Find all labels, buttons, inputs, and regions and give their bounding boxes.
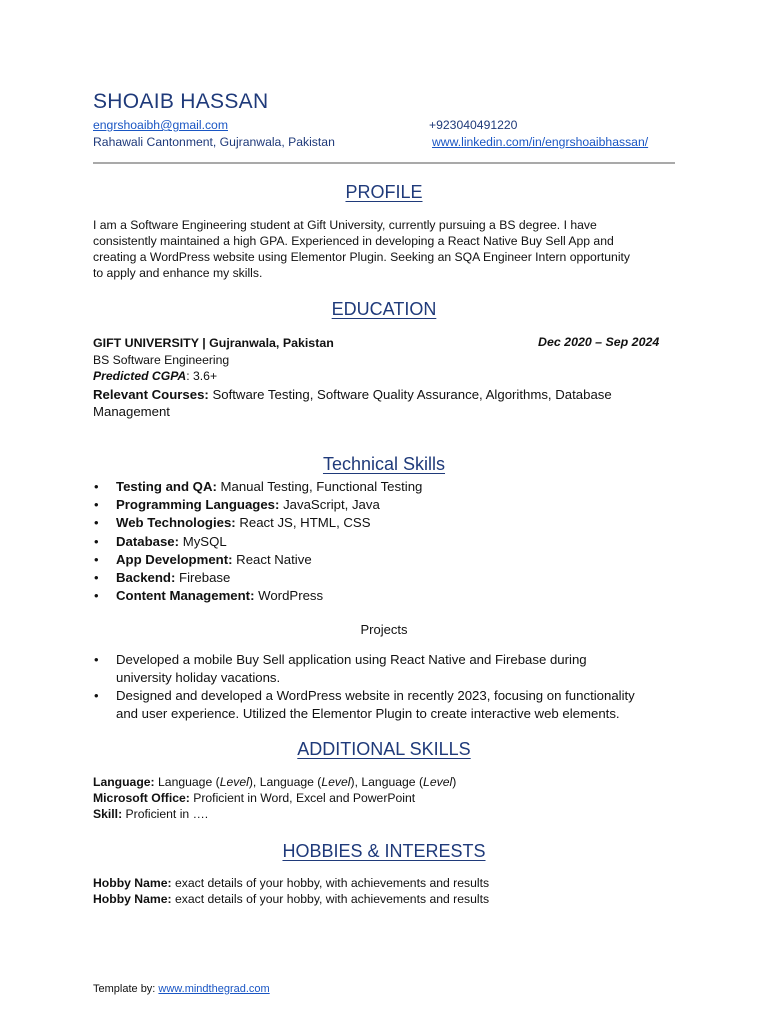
other-skill: Skill: Proficient in …. bbox=[93, 807, 209, 821]
additional-skills-heading: ADDITIONAL SKILLS bbox=[297, 739, 471, 759]
hobby-item: Hobby Name: exact details of your hobby, with achievements and results bbox=[93, 876, 490, 890]
linkedin-link[interactable]: www.linkedin.com/in/engrshoaibhassan/ bbox=[432, 135, 649, 149]
school-name: GIFT UNIVERSITY | Gujranwala, Pakistan bbox=[93, 336, 334, 350]
hobby-item: Hobby Name: exact details of your hobby, with achievements and results bbox=[93, 892, 490, 906]
bullet-icon: • bbox=[94, 479, 99, 494]
projects-heading: Projects bbox=[360, 622, 408, 637]
list-item: • Developed a mobile Buy Sell application using React Native and Firebase during university holiday vacations. bbox=[94, 652, 587, 685]
list-item: • Testing and QA: Manual Testing, Functional Testing bbox=[93, 478, 693, 496]
list-item: • Database: MySQL bbox=[93, 533, 693, 551]
relevant-courses-cont: Management bbox=[93, 404, 170, 419]
cgpa: Predicted CGPA: 3.6+ bbox=[93, 369, 218, 383]
bullet-icon: • bbox=[94, 497, 99, 513]
bullet-icon: • bbox=[94, 533, 99, 549]
bullet-icon: • bbox=[94, 515, 99, 531]
degree: BS Software Engineering bbox=[93, 353, 230, 367]
list-item: • App Development: React Native bbox=[93, 551, 693, 569]
relevant-courses: Relevant Courses: Software Testing, Software Quality Assurance, Algorithms, Database bbox=[93, 387, 612, 402]
candidate-name: SHOAIB HASSAN bbox=[93, 90, 269, 113]
template-link[interactable]: www.mindthegrad.com bbox=[158, 983, 270, 995]
address: Rahawali Cantonment, Gujranwala, Pakistan bbox=[93, 135, 335, 149]
technical-skills-list bbox=[93, 478, 693, 605]
list-item: • Backend: Firebase bbox=[93, 569, 693, 587]
profile-summary: I am a Software Engineering student at Gift University, currently pursuing a BS degree. I have consistently maintained a high GPA. Experienced in developing a React Native Buy Sell App and creating a WordPress website using Elementor Plugin. Seeking an SQA Engineer Intern opportunity to apply and enhance my skills. bbox=[93, 218, 631, 280]
microsoft-office-skill: Microsoft Office: Proficient in Word, Excel and PowerPoint bbox=[93, 791, 416, 805]
profile-heading: PROFILE bbox=[345, 182, 423, 202]
list-item: • Designed and developed a WordPress website in recently 2023, focusing on functionality and user experience. Utilized the Elementor Plugin to create interactive web elements. bbox=[94, 688, 635, 721]
list-item: • Programming Languages: JavaScript, Java bbox=[93, 496, 693, 514]
bullet-icon: • bbox=[94, 551, 99, 567]
education-dates: Dec 2020 – Sep 2024 bbox=[538, 335, 660, 349]
projects-list bbox=[93, 651, 693, 723]
template-credit: Template by: www.mindthegrad.com bbox=[93, 983, 270, 995]
language-skill: Language: Language (Level), Language (Level), Language (Level) bbox=[93, 775, 457, 789]
phone-number: +923040491220 bbox=[429, 118, 518, 132]
header-divider bbox=[93, 162, 675, 164]
bullet-icon: • bbox=[94, 688, 99, 703]
technical-skills-heading: Technical Skills bbox=[322, 454, 446, 474]
hobbies-heading: HOBBIES & INTERESTS bbox=[282, 841, 486, 861]
list-item: • Content Management: WordPress bbox=[93, 587, 693, 605]
bullet-icon: • bbox=[94, 588, 99, 604]
education-heading: EDUCATION bbox=[331, 299, 437, 319]
list-item: • Web Technologies: React JS, HTML, CSS bbox=[93, 514, 693, 532]
bullet-icon: • bbox=[94, 652, 99, 667]
bullet-icon: • bbox=[94, 570, 99, 586]
email-link[interactable]: engrshoaibh@gmail.com bbox=[93, 118, 228, 132]
